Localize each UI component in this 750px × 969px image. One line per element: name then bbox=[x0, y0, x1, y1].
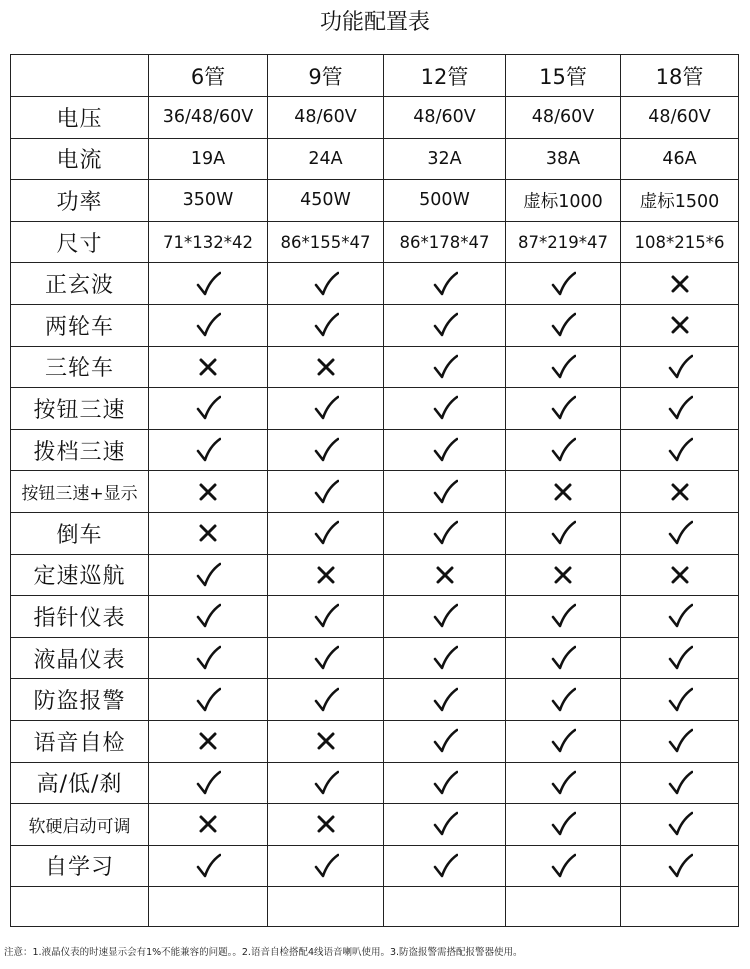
feature-cell bbox=[268, 346, 384, 388]
check-icon bbox=[667, 354, 693, 380]
feature-cell bbox=[268, 388, 384, 430]
row-label: 电流 bbox=[11, 138, 149, 180]
check-icon bbox=[313, 395, 339, 421]
feature-row bbox=[11, 679, 739, 721]
page-title: 功能配置表 bbox=[319, 10, 430, 35]
feature-row bbox=[11, 596, 739, 638]
feature-row bbox=[11, 263, 739, 305]
row-label: 自学习 bbox=[11, 845, 149, 887]
cross-icon bbox=[313, 811, 339, 837]
feature-row bbox=[11, 388, 739, 430]
feature-cell bbox=[621, 512, 739, 554]
feature-cell bbox=[268, 720, 384, 762]
check-icon bbox=[550, 645, 576, 671]
feature-row bbox=[11, 637, 739, 679]
spec-value: 虚标1500 bbox=[621, 180, 739, 222]
row-label: 指针仪表 bbox=[11, 596, 149, 638]
feature-cell bbox=[149, 346, 268, 388]
check-icon bbox=[667, 520, 693, 546]
feature-row bbox=[11, 762, 739, 804]
cross-icon bbox=[550, 479, 576, 505]
feature-cell bbox=[149, 304, 268, 346]
spec-row bbox=[11, 221, 739, 263]
feature-cell bbox=[268, 762, 384, 804]
column-header: 12管 bbox=[384, 55, 506, 97]
feature-row bbox=[11, 304, 739, 346]
header-row bbox=[11, 55, 739, 97]
check-icon bbox=[432, 437, 458, 463]
feature-cell bbox=[506, 512, 621, 554]
feature-cell bbox=[621, 263, 739, 305]
feature-cell bbox=[621, 762, 739, 804]
feature-cell bbox=[268, 471, 384, 513]
spec-value: 48/60V bbox=[506, 97, 621, 139]
cross-icon bbox=[667, 271, 693, 297]
spec-value: 350W bbox=[149, 180, 268, 222]
check-icon bbox=[432, 687, 458, 713]
row-label: 正玄波 bbox=[11, 263, 149, 305]
feature-cell bbox=[621, 471, 739, 513]
check-icon bbox=[195, 395, 221, 421]
feature-cell bbox=[384, 679, 506, 721]
check-icon bbox=[432, 271, 458, 297]
check-icon bbox=[195, 437, 221, 463]
feature-cell bbox=[506, 304, 621, 346]
empty-cell bbox=[621, 887, 739, 927]
feature-cell bbox=[621, 720, 739, 762]
check-icon bbox=[432, 312, 458, 338]
check-icon bbox=[195, 562, 221, 588]
check-icon bbox=[432, 479, 458, 505]
check-icon bbox=[550, 728, 576, 754]
check-icon bbox=[432, 603, 458, 629]
feature-cell bbox=[621, 429, 739, 471]
row-label: 软硬启动可调 bbox=[11, 804, 149, 846]
feature-cell bbox=[268, 804, 384, 846]
spec-value: 86*178*47 bbox=[384, 221, 506, 263]
feature-cell bbox=[149, 637, 268, 679]
feature-cell bbox=[506, 388, 621, 430]
row-label: 语音自检 bbox=[11, 720, 149, 762]
footnote: 注意：1.液晶仪表的时速显示会有1%不能兼容的问题。。2.语音自检搭配4线语音喇叭使用。3.防盗报警需搭配报警器使用。 bbox=[4, 947, 523, 958]
check-icon bbox=[195, 770, 221, 796]
spec-value: 87*219*47 bbox=[506, 221, 621, 263]
empty-row bbox=[11, 887, 739, 927]
spec-row bbox=[11, 138, 739, 180]
row-label: 高/低/刹 bbox=[11, 762, 149, 804]
cross-icon bbox=[550, 562, 576, 588]
spec-value: 71*132*42 bbox=[149, 221, 268, 263]
spec-value: 38A bbox=[506, 138, 621, 180]
check-icon bbox=[550, 811, 576, 837]
check-icon bbox=[195, 603, 221, 629]
check-icon bbox=[313, 271, 339, 297]
feature-cell bbox=[621, 679, 739, 721]
feature-row bbox=[11, 512, 739, 554]
spec-value: 86*155*47 bbox=[268, 221, 384, 263]
row-label: 功率 bbox=[11, 180, 149, 222]
feature-cell bbox=[384, 845, 506, 887]
cross-icon bbox=[313, 562, 339, 588]
check-icon bbox=[432, 811, 458, 837]
feature-cell bbox=[149, 429, 268, 471]
feature-row bbox=[11, 554, 739, 596]
cross-icon bbox=[667, 479, 693, 505]
row-label: 按钮三速+显示 bbox=[11, 471, 149, 513]
feature-cell bbox=[384, 304, 506, 346]
spec-value: 32A bbox=[384, 138, 506, 180]
feature-cell bbox=[149, 554, 268, 596]
feature-cell bbox=[506, 720, 621, 762]
empty-cell bbox=[149, 887, 268, 927]
feature-cell bbox=[506, 346, 621, 388]
check-icon bbox=[432, 354, 458, 380]
cross-icon bbox=[195, 520, 221, 546]
check-icon bbox=[432, 728, 458, 754]
feature-cell bbox=[506, 804, 621, 846]
column-header: 15管 bbox=[506, 55, 621, 97]
spec-value: 108*215*6 bbox=[621, 221, 739, 263]
check-icon bbox=[313, 603, 339, 629]
row-label: 拨档三速 bbox=[11, 429, 149, 471]
check-icon bbox=[313, 687, 339, 713]
column-header: 9管 bbox=[268, 55, 384, 97]
feature-cell bbox=[506, 554, 621, 596]
spec-value: 500W bbox=[384, 180, 506, 222]
cross-icon bbox=[432, 562, 458, 588]
row-label: 尺寸 bbox=[11, 221, 149, 263]
check-icon bbox=[313, 437, 339, 463]
row-label: 定速巡航 bbox=[11, 554, 149, 596]
feature-cell bbox=[268, 596, 384, 638]
column-header: 18管 bbox=[621, 55, 739, 97]
check-icon bbox=[432, 395, 458, 421]
check-icon bbox=[550, 603, 576, 629]
check-icon bbox=[550, 770, 576, 796]
check-icon bbox=[550, 312, 576, 338]
check-icon bbox=[195, 853, 221, 879]
feature-row bbox=[11, 346, 739, 388]
check-icon bbox=[313, 853, 339, 879]
feature-cell bbox=[268, 637, 384, 679]
feature-cell bbox=[384, 346, 506, 388]
spec-value: 24A bbox=[268, 138, 384, 180]
cross-icon bbox=[195, 728, 221, 754]
feature-cell bbox=[384, 388, 506, 430]
feature-cell bbox=[506, 596, 621, 638]
check-icon bbox=[313, 312, 339, 338]
feature-cell bbox=[506, 845, 621, 887]
feature-cell bbox=[621, 304, 739, 346]
check-icon bbox=[550, 271, 576, 297]
feature-cell bbox=[384, 720, 506, 762]
feature-row bbox=[11, 720, 739, 762]
check-icon bbox=[667, 395, 693, 421]
feature-cell bbox=[268, 304, 384, 346]
feature-cell bbox=[506, 762, 621, 804]
row-label: 电压 bbox=[11, 97, 149, 139]
feature-cell bbox=[149, 720, 268, 762]
config-table bbox=[10, 54, 739, 927]
check-icon bbox=[667, 645, 693, 671]
row-label: 液晶仪表 bbox=[11, 637, 149, 679]
check-icon bbox=[313, 770, 339, 796]
feature-cell bbox=[268, 429, 384, 471]
feature-cell bbox=[384, 762, 506, 804]
feature-cell bbox=[149, 679, 268, 721]
spec-value: 36/48/60V bbox=[149, 97, 268, 139]
feature-cell bbox=[621, 388, 739, 430]
spec-value: 虚标1000 bbox=[506, 180, 621, 222]
feature-row bbox=[11, 471, 739, 513]
empty-cell bbox=[384, 887, 506, 927]
feature-cell bbox=[149, 845, 268, 887]
feature-cell bbox=[268, 679, 384, 721]
check-icon bbox=[667, 728, 693, 754]
check-icon bbox=[550, 354, 576, 380]
row-label: 按钮三速 bbox=[11, 388, 149, 430]
check-icon bbox=[432, 853, 458, 879]
empty-cell bbox=[268, 887, 384, 927]
feature-cell bbox=[268, 263, 384, 305]
cross-icon bbox=[195, 479, 221, 505]
row-label: 防盗报警 bbox=[11, 679, 149, 721]
cross-icon bbox=[195, 354, 221, 380]
row-label: 倒车 bbox=[11, 512, 149, 554]
spec-value: 48/60V bbox=[621, 97, 739, 139]
corner-cell bbox=[11, 55, 149, 97]
check-icon bbox=[550, 687, 576, 713]
feature-cell bbox=[384, 596, 506, 638]
check-icon bbox=[313, 520, 339, 546]
feature-cell bbox=[384, 554, 506, 596]
feature-cell bbox=[149, 388, 268, 430]
feature-cell bbox=[149, 596, 268, 638]
feature-row bbox=[11, 845, 739, 887]
column-header: 6管 bbox=[149, 55, 268, 97]
feature-cell bbox=[149, 762, 268, 804]
feature-cell bbox=[268, 845, 384, 887]
check-icon bbox=[667, 811, 693, 837]
feature-cell bbox=[506, 637, 621, 679]
feature-cell bbox=[149, 471, 268, 513]
feature-cell bbox=[621, 845, 739, 887]
feature-cell bbox=[384, 429, 506, 471]
check-icon bbox=[195, 687, 221, 713]
feature-cell bbox=[384, 804, 506, 846]
feature-row bbox=[11, 804, 739, 846]
row-label: 三轮车 bbox=[11, 346, 149, 388]
check-icon bbox=[667, 770, 693, 796]
check-icon bbox=[432, 645, 458, 671]
feature-cell bbox=[384, 263, 506, 305]
cross-icon bbox=[195, 811, 221, 837]
feature-cell bbox=[506, 429, 621, 471]
check-icon bbox=[550, 437, 576, 463]
cross-icon bbox=[667, 312, 693, 338]
spec-value: 450W bbox=[268, 180, 384, 222]
feature-cell bbox=[621, 596, 739, 638]
feature-cell bbox=[621, 346, 739, 388]
check-icon bbox=[313, 645, 339, 671]
check-icon bbox=[667, 437, 693, 463]
spec-value: 48/60V bbox=[268, 97, 384, 139]
feature-row bbox=[11, 429, 739, 471]
check-icon bbox=[195, 312, 221, 338]
feature-cell bbox=[506, 679, 621, 721]
row-label: 两轮车 bbox=[11, 304, 149, 346]
check-icon bbox=[313, 479, 339, 505]
cross-icon bbox=[667, 562, 693, 588]
spec-row bbox=[11, 97, 739, 139]
cross-icon bbox=[313, 728, 339, 754]
check-icon bbox=[195, 271, 221, 297]
check-icon bbox=[432, 770, 458, 796]
check-icon bbox=[550, 520, 576, 546]
spec-value: 48/60V bbox=[384, 97, 506, 139]
feature-cell bbox=[149, 263, 268, 305]
check-icon bbox=[195, 645, 221, 671]
feature-cell bbox=[384, 637, 506, 679]
check-icon bbox=[550, 853, 576, 879]
feature-cell bbox=[384, 471, 506, 513]
spec-value: 19A bbox=[149, 138, 268, 180]
feature-cell bbox=[268, 554, 384, 596]
feature-cell bbox=[621, 554, 739, 596]
empty-cell bbox=[506, 887, 621, 927]
feature-cell bbox=[149, 804, 268, 846]
check-icon bbox=[550, 395, 576, 421]
feature-cell bbox=[149, 512, 268, 554]
cross-icon bbox=[313, 354, 339, 380]
feature-cell bbox=[621, 637, 739, 679]
feature-cell bbox=[384, 512, 506, 554]
check-icon bbox=[432, 520, 458, 546]
feature-cell bbox=[506, 471, 621, 513]
feature-cell bbox=[621, 804, 739, 846]
check-icon bbox=[667, 853, 693, 879]
empty-cell bbox=[11, 887, 149, 927]
feature-cell bbox=[268, 512, 384, 554]
spec-row bbox=[11, 180, 739, 222]
check-icon bbox=[667, 603, 693, 629]
spec-value: 46A bbox=[621, 138, 739, 180]
check-icon bbox=[667, 687, 693, 713]
feature-cell bbox=[506, 263, 621, 305]
